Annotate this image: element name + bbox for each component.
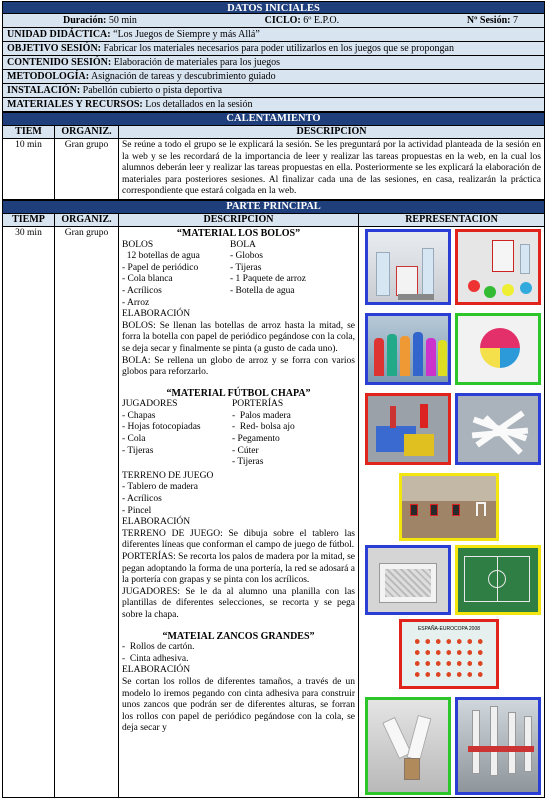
bolos-title: “MATERIAL LOS BOLOS”	[176, 227, 301, 239]
porterias-head: PORTERÍAS	[232, 399, 284, 410]
futbol-elab-2: PORTERÍAS: Se recorta los palos de madera por la mitad, se pegan adoptando la forma de una portería, la red se adosará a la portería con grapas y se pinta con los acrílicos.	[122, 552, 355, 586]
info-row-unidad: UNIDAD DIDÁCTICA: “Los Juegos de Siempre y más Allá”	[2, 28, 545, 42]
photo-caption: ESPAÑA-EUROCOPA 2008	[417, 625, 481, 632]
datos-iniciales-header: DATOS INICIALES	[2, 1, 545, 14]
futbol-title: “MATERIAL FÚTBOL CHAPA”	[166, 387, 311, 399]
photo-zancos-finished	[455, 697, 541, 795]
main-table	[2, 200, 545, 798]
duracion-value: 50 min	[108, 15, 137, 26]
sesion-label: Nº Sesión:	[466, 15, 511, 26]
duracion-label: Duración:	[63, 15, 107, 26]
main-description: “MATERIAL LOS BOLOS” BOLOS 12 botellas de agua - Papel de periódico - Cola blanca - Acrílicos - Arroz BOLA - Globos - Tijeras - 1 Paquete de arroz - Botella de agua ELABORACIÓN BOLOS: Se llenan las botellas de arroz hasta la mitad, se forra la botella con papel de periódico pegándose con la cola, se deja secar y finalmente se pinta (a gusto de cada uno). BOLA: Se rellena un globo de arroz y se forra con varios globos para reforzarlo. “MATERIAL FÚTBOL CHAPA” JUGADORES - Chapas - Hojas fotocopiadas - Cola - Tijeras PORTERÍAS - Palos madera - Red- bolsa ajo - Pegamento - Cúter - Tijeras TERRENO DE JUEGO - Tablero de madera - Acrílicos - Pincel ELABORACIÓN TERRENO DE JUEGO: Se dibuja sobre el tablero las diferentes líneas que conforman el campo de juego de fútbol. PORTERÍAS: Se recorta los palos de madera por la mitad, se pegan adoptando la forma de una portería, la red se adosará a la portería con grapas y se pinta con los acrílicos. JUGADORES: Se le da al alumno una planilla con las plantillas de diferentes selecciones, se recorta y se pega sobre la chapa. “MATEIAL ZANCOS GRANDES” - Rollos de cartón. - Cinta adhesiva. ELABORACIÓN Se cortan los rollos de diferentes tamaños, a través de un modelo lo iremos pegando con cinta adhesiva para construir unos zancos que podrán ser de diferentes alturas, se forran los rollos con papel de periódico pegándose con la cola, se deja secar y	[119, 226, 359, 797]
photo-bola-materials	[455, 229, 541, 305]
futbol-elab-1: TERRENO DE JUEGO: Se dibuja sobre el tablero las diferentes líneas que conforman el campo de juego de fútbol.	[122, 528, 355, 551]
bolos-elab-1: BOLOS: Se llenan las botellas de arroz hasta la mitad, se forra la botella con papel de periódico pegándose con la cola, se deja secar y finalmente se pinta (a gusto de cada uno).	[122, 320, 355, 354]
photo-campo	[455, 545, 541, 615]
photo-zancos-rollos	[365, 697, 451, 795]
col-organiz: ORGANIZ.	[55, 126, 119, 139]
ciclo-label: CICLO:	[264, 15, 301, 26]
zancos-elab-1: Se cortan los rollos de diferentes tamaños, a través de un modelo lo iremos pegando con cinta adhesiva para construir unos zancos que podrán ser de diferentes alturas, se forran los rollos con papel de periódico pegándose con la cola, se deja secar y	[122, 676, 355, 734]
photo-bola-finished	[455, 313, 541, 385]
terreno-head: TERRENO DE JUEGO	[122, 470, 214, 481]
session-meta-row	[2, 14, 545, 28]
info-row-metodologia: METODOLOGÍA: Asignación de tareas y descubrimiento guiado	[2, 70, 545, 84]
warmup-description: Se reúne a todo el grupo se le explicará la sesión. Se les preguntará por la actividad planteada de la sesión en la web y se les recordará de la importancia de leer y realizar las tareas propuestas en la web, en la cual los alumnos deberán leer y realizar las tareas propuestas en ella. Posteriormente se les explicará la elaboración de materiales para posteriores sesiones. Al finalizar cada una de las sesiones, en casa, realizarán la práctica correspondiente que estará colgada en la web.	[119, 139, 545, 200]
ciclo-value: 6º E.P.O.	[303, 15, 340, 26]
col-tiemp: TIEMP	[3, 213, 55, 226]
representation-cell	[359, 226, 545, 797]
col-representacion: REPRESENTACIÓN	[359, 213, 545, 226]
col-organiz-main: ORGANIZ.	[55, 213, 119, 226]
photo-sticks	[455, 393, 541, 465]
zancos-elab-head: ELABORACIÓN	[122, 665, 191, 676]
sesion-value: 7	[512, 15, 518, 26]
bolos-head: BOLOS	[122, 239, 154, 250]
col-descripcion: DESCRIPCIÓN	[119, 126, 545, 139]
warmup-table	[2, 112, 545, 200]
photo-planilla-chapas	[399, 619, 499, 689]
parte-principal-header: PARTE PRINCIPAL	[3, 200, 545, 213]
photo-bolos-materials	[365, 229, 451, 305]
photo-bolos-painted	[365, 313, 451, 385]
bolos-elab-2: BOLA: Se rellena un globo de arroz y se forra con varios globos para reforzarlo.	[122, 355, 355, 378]
photo-grid	[359, 227, 544, 797]
main-time: 30 min	[3, 226, 55, 797]
futbol-materials: JUGADORES - Chapas - Hojas fotocopiadas - Cola - Tijeras PORTERÍAS - Palos madera - Red- bolsa ajo - Pegamento - Cúter - Tijeras	[122, 399, 295, 468]
bolos-materials: BOLOS 12 botellas de agua - Papel de periódico - Cola blanca - Acrílicos - Arroz BOLA - Globos - Tijeras - 1 Paquete de arroz - Botella de agua	[122, 239, 306, 308]
bola-head: BOLA	[230, 239, 256, 250]
info-row-instalacion: INSTALACIÓN: Pabellón cubierto o pista deportiva	[2, 84, 545, 98]
info-row-objetivo: OBJETIVO SESIÓN: Fabricar los materiales necesarios para poder utilizarlos en los juegos que se propongan	[2, 42, 545, 56]
warmup-time: 10 min	[3, 139, 55, 200]
jugadores-head: JUGADORES	[122, 399, 178, 410]
calentamiento-header: CALENTAMIENTO	[3, 113, 545, 126]
photo-porteria	[365, 545, 451, 615]
zancos-title: “MATEIAL ZANCOS GRANDES”	[162, 630, 315, 642]
futbol-elab-3: JUGADORES: Se le da al alumno una planilla con las plantillas de diferentes selecciones, se recorta y se pega sobre la chapa.	[122, 586, 355, 620]
futbol-elab-head: ELABORACIÓN	[122, 517, 191, 528]
warmup-org: Gran grupo	[55, 139, 119, 200]
col-descripcion-main: DESCRIPCIÓN	[119, 213, 359, 226]
col-tiem: TIEM	[3, 126, 55, 139]
photo-futbol-materials	[365, 393, 451, 465]
main-org: Gran grupo	[55, 226, 119, 797]
info-row-materiales: MATERIALES Y RECURSOS: Los detallados en la sesión	[2, 98, 545, 112]
bolos-elab-head: ELABORACIÓN	[122, 309, 191, 320]
info-row-contenido: CONTENIDO SESIÓN: Elaboración de materiales para los juegos	[2, 56, 545, 70]
photo-futbol-field	[399, 473, 499, 541]
